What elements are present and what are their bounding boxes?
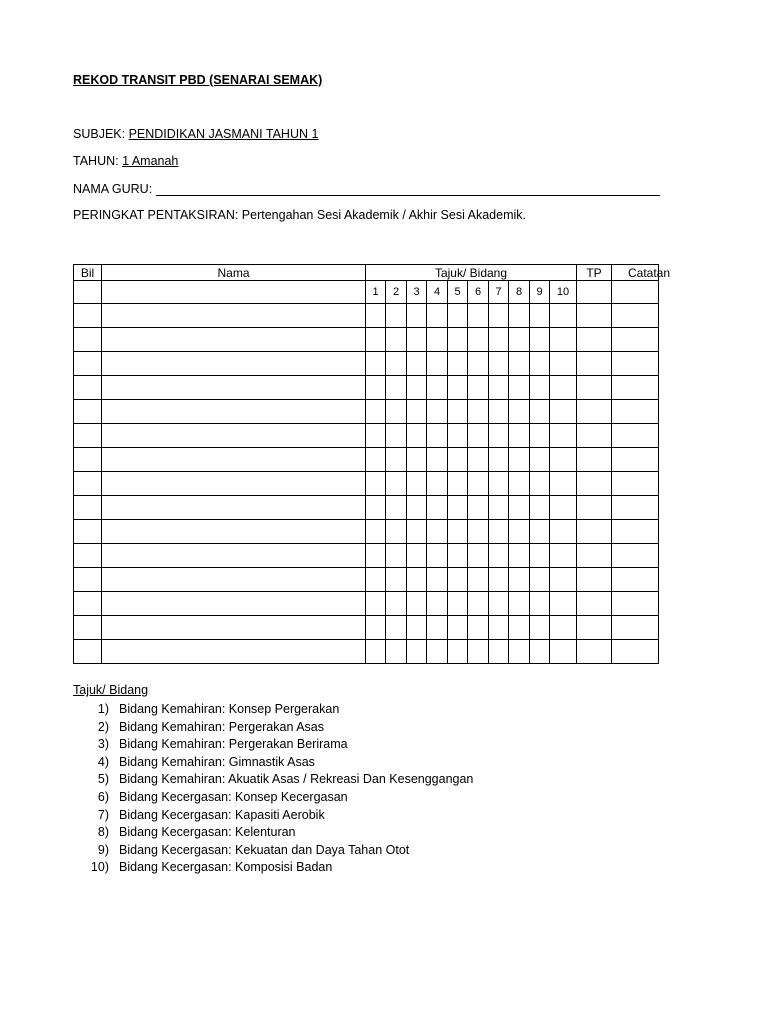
- legend-item: [73, 824, 473, 842]
- table-cell[interactable]: [489, 544, 509, 568]
- table-cell[interactable]: [102, 640, 366, 664]
- table-cell[interactable]: [366, 304, 386, 328]
- table-cell[interactable]: [612, 352, 659, 376]
- table-cell[interactable]: [448, 640, 468, 664]
- table-cell[interactable]: [102, 496, 366, 520]
- subheader-empty-cell: [74, 281, 102, 304]
- table-cell[interactable]: [366, 496, 386, 520]
- table-cell[interactable]: [489, 448, 509, 472]
- table-cell[interactable]: [407, 304, 427, 328]
- table-cell[interactable]: [612, 376, 659, 400]
- table-cell[interactable]: [427, 328, 448, 352]
- legend-item: [73, 842, 473, 860]
- table-cell[interactable]: [468, 472, 489, 496]
- table-cell[interactable]: [509, 520, 530, 544]
- table-cell[interactable]: [366, 520, 386, 544]
- table-cell[interactable]: [577, 640, 612, 664]
- table-row: [74, 424, 659, 448]
- table-cell[interactable]: [509, 376, 530, 400]
- table-cell[interactable]: [407, 352, 427, 376]
- table-cell[interactable]: [530, 424, 550, 448]
- table-cell[interactable]: [489, 352, 509, 376]
- table-cell[interactable]: [448, 424, 468, 448]
- subjek-line: [73, 127, 318, 141]
- header-tp: TP: [577, 265, 612, 281]
- table-cell[interactable]: [448, 568, 468, 592]
- table-cell[interactable]: [386, 616, 407, 640]
- table-cell[interactable]: [468, 352, 489, 376]
- table-cell[interactable]: [366, 424, 386, 448]
- table-cell[interactable]: [407, 520, 427, 544]
- table-cell[interactable]: [366, 568, 386, 592]
- table-subheader-row: [74, 281, 659, 304]
- legend-item: [73, 789, 473, 807]
- table-cell[interactable]: [386, 592, 407, 616]
- table-cell[interactable]: [102, 448, 366, 472]
- table-cell[interactable]: [427, 520, 448, 544]
- table-cell[interactable]: [612, 304, 659, 328]
- table-cell[interactable]: [427, 568, 448, 592]
- table-cell[interactable]: [366, 592, 386, 616]
- table-cell[interactable]: [550, 304, 577, 328]
- table-cell[interactable]: [448, 328, 468, 352]
- table-cell[interactable]: [577, 592, 612, 616]
- header-nama: Nama: [102, 265, 366, 281]
- subheader-col-7: 7: [489, 281, 509, 304]
- table-cell[interactable]: [489, 424, 509, 448]
- table-cell[interactable]: [468, 616, 489, 640]
- table-row: [74, 328, 659, 352]
- subheader-col-5: 5: [448, 281, 468, 304]
- table-cell[interactable]: [530, 328, 550, 352]
- table-row: [74, 376, 659, 400]
- table-cell[interactable]: [74, 640, 102, 664]
- table-cell[interactable]: [550, 568, 577, 592]
- table-cell[interactable]: [468, 640, 489, 664]
- legend-item-number: 7): [97, 807, 109, 822]
- table-cell[interactable]: [550, 400, 577, 424]
- table-cell[interactable]: [448, 544, 468, 568]
- table-cell[interactable]: [489, 592, 509, 616]
- table-cell[interactable]: [468, 376, 489, 400]
- table-cell[interactable]: [550, 352, 577, 376]
- nama-guru-line: [73, 181, 660, 196]
- legend-list: [73, 701, 473, 877]
- table-row: [74, 304, 659, 328]
- table-cell[interactable]: [407, 400, 427, 424]
- table-cell[interactable]: [509, 496, 530, 520]
- table-cell[interactable]: [489, 304, 509, 328]
- legend-item-text: Bidang Kemahiran: Pergerakan Berirama: [119, 737, 348, 752]
- legend-item: [73, 771, 473, 789]
- legend-item-text: Bidang Kecergasan: Komposisi Badan: [119, 860, 333, 875]
- table-cell[interactable]: [448, 448, 468, 472]
- table-cell[interactable]: [577, 616, 612, 640]
- table-cell[interactable]: [407, 544, 427, 568]
- table-cell[interactable]: [509, 472, 530, 496]
- table-cell[interactable]: [509, 616, 530, 640]
- table-cell[interactable]: [577, 424, 612, 448]
- legend-item-number: 2): [97, 719, 109, 734]
- table-cell[interactable]: [386, 544, 407, 568]
- table-cell[interactable]: [489, 496, 509, 520]
- table-cell[interactable]: [530, 544, 550, 568]
- peringkat-line: [73, 208, 526, 222]
- subheader-empty-cell: [102, 281, 366, 304]
- subheader-col-6: 6: [468, 281, 489, 304]
- table-cell[interactable]: [489, 568, 509, 592]
- subheader-col-4: 4: [427, 281, 448, 304]
- table-cell[interactable]: [74, 568, 102, 592]
- table-cell[interactable]: [102, 352, 366, 376]
- table-cell[interactable]: [102, 328, 366, 352]
- table-cell[interactable]: [468, 496, 489, 520]
- subjek-label: SUBJEK:: [73, 127, 129, 141]
- table-cell[interactable]: [407, 640, 427, 664]
- subheader-col-10: 10: [550, 281, 577, 304]
- table-cell[interactable]: [577, 520, 612, 544]
- table-cell[interactable]: [612, 400, 659, 424]
- table-cell[interactable]: [530, 520, 550, 544]
- table-row: [74, 352, 659, 376]
- table-cell[interactable]: [407, 328, 427, 352]
- legend-item: [73, 859, 473, 877]
- table-cell[interactable]: [489, 640, 509, 664]
- table-cell[interactable]: [612, 424, 659, 448]
- nama-guru-label: NAMA GURU:: [73, 182, 156, 196]
- legend-item-number: 3): [97, 737, 109, 752]
- table-cell[interactable]: [489, 472, 509, 496]
- table-cell[interactable]: [612, 568, 659, 592]
- table-cell[interactable]: [530, 376, 550, 400]
- table-cell[interactable]: [102, 400, 366, 424]
- table-cell[interactable]: [74, 616, 102, 640]
- table-cell[interactable]: [427, 400, 448, 424]
- subheader-col-3: 3: [407, 281, 427, 304]
- table-cell[interactable]: [468, 592, 489, 616]
- table-cell[interactable]: [550, 616, 577, 640]
- table-cell[interactable]: [102, 568, 366, 592]
- table-cell[interactable]: [407, 592, 427, 616]
- table-cell[interactable]: [530, 400, 550, 424]
- table-cell[interactable]: [386, 328, 407, 352]
- table-cell[interactable]: [577, 328, 612, 352]
- table-cell[interactable]: [468, 448, 489, 472]
- table-cell[interactable]: [102, 472, 366, 496]
- table-cell[interactable]: [489, 328, 509, 352]
- table-cell[interactable]: [366, 352, 386, 376]
- table-cell[interactable]: [509, 640, 530, 664]
- table-cell[interactable]: [448, 520, 468, 544]
- table-row: [74, 568, 659, 592]
- table-cell[interactable]: [550, 640, 577, 664]
- header-catatan: Catatan: [627, 265, 671, 280]
- legend-item-number: 5): [97, 772, 109, 787]
- subheader-empty-cell: [612, 281, 659, 304]
- table-cell[interactable]: [448, 376, 468, 400]
- table-cell[interactable]: [468, 520, 489, 544]
- table-cell[interactable]: [509, 400, 530, 424]
- table-cell[interactable]: [577, 544, 612, 568]
- table-cell[interactable]: [468, 328, 489, 352]
- table-cell[interactable]: [386, 568, 407, 592]
- table-cell[interactable]: [102, 520, 366, 544]
- table-cell[interactable]: [407, 424, 427, 448]
- legend-title: Tajuk/ Bidang: [73, 683, 149, 697]
- table-cell[interactable]: [407, 616, 427, 640]
- subjek-value: PENDIDIKAN JASMANI TAHUN 1: [128, 127, 319, 141]
- table-cell[interactable]: [102, 544, 366, 568]
- table-row: [74, 520, 659, 544]
- table-cell[interactable]: [468, 424, 489, 448]
- table-cell[interactable]: [550, 544, 577, 568]
- subheader-col-2: 2: [386, 281, 407, 304]
- table-cell[interactable]: [612, 328, 659, 352]
- table-cell[interactable]: [366, 448, 386, 472]
- table-cell[interactable]: [407, 568, 427, 592]
- table-row: [74, 592, 659, 616]
- legend-item-number: 1): [97, 702, 109, 716]
- table-cell[interactable]: [612, 616, 659, 640]
- table-cell[interactable]: [489, 400, 509, 424]
- table-row: [74, 496, 659, 520]
- legend-item-text: Bidang Kemahiran: Konsep Pergerakan: [119, 702, 340, 716]
- table-cell[interactable]: [550, 376, 577, 400]
- table-cell[interactable]: [366, 472, 386, 496]
- table-cell[interactable]: [489, 376, 509, 400]
- table-cell[interactable]: [386, 424, 407, 448]
- table-cell[interactable]: [74, 424, 102, 448]
- subheader-empty-cell: [577, 281, 612, 304]
- table-cell[interactable]: [427, 304, 448, 328]
- table-header-row: [74, 265, 659, 281]
- table-cell[interactable]: [74, 448, 102, 472]
- table-cell[interactable]: [386, 400, 407, 424]
- legend-item-number: 8): [97, 825, 109, 840]
- table-cell[interactable]: [468, 304, 489, 328]
- table-cell[interactable]: [577, 400, 612, 424]
- table-cell[interactable]: [577, 352, 612, 376]
- legend-item: [73, 807, 473, 825]
- table-cell[interactable]: [530, 616, 550, 640]
- table-cell[interactable]: [366, 328, 386, 352]
- table-cell[interactable]: [102, 376, 366, 400]
- table-cell[interactable]: [489, 616, 509, 640]
- table-cell[interactable]: [366, 616, 386, 640]
- table-cell[interactable]: [577, 448, 612, 472]
- nama-guru-blank: [156, 181, 660, 196]
- header-catatan-cell: [612, 265, 671, 281]
- table-cell[interactable]: [74, 328, 102, 352]
- subheader-col-1: 1: [366, 281, 386, 304]
- table-cell[interactable]: [468, 400, 489, 424]
- table-cell[interactable]: [427, 448, 448, 472]
- table-cell[interactable]: [102, 592, 366, 616]
- table-cell[interactable]: [530, 304, 550, 328]
- table-cell[interactable]: [386, 376, 407, 400]
- table-row: [74, 544, 659, 568]
- table-cell[interactable]: [386, 448, 407, 472]
- legend-item-text: Bidang Kecergasan: Kapasiti Aerobik: [119, 807, 325, 822]
- table-cell[interactable]: [427, 496, 448, 520]
- table-cell[interactable]: [427, 616, 448, 640]
- table-row: [74, 400, 659, 424]
- table-cell[interactable]: [530, 640, 550, 664]
- table-cell[interactable]: [509, 544, 530, 568]
- peringkat-value: Pertengahan Sesi Akademik / Akhir Sesi Akademik.: [238, 208, 526, 222]
- table-cell[interactable]: [530, 568, 550, 592]
- header-bil: Bil: [74, 265, 102, 281]
- table-cell[interactable]: [550, 472, 577, 496]
- table-cell[interactable]: [74, 376, 102, 400]
- legend-item: [73, 754, 473, 772]
- table-cell[interactable]: [386, 640, 407, 664]
- table-cell[interactable]: [612, 448, 659, 472]
- table-cell[interactable]: [509, 448, 530, 472]
- table-cell[interactable]: [407, 448, 427, 472]
- table-cell[interactable]: [448, 472, 468, 496]
- legend-item-number: 10): [90, 860, 109, 875]
- table-cell[interactable]: [366, 376, 386, 400]
- table-cell[interactable]: [448, 400, 468, 424]
- table-row: [74, 472, 659, 496]
- table-cell[interactable]: [74, 592, 102, 616]
- legend-item-text: Bidang Kemahiran: Gimnastik Asas: [119, 754, 315, 769]
- legend-item-text: Bidang Kemahiran: Akuatik Asas / Rekreasi Dan Kesenggangan: [119, 772, 474, 787]
- table-cell[interactable]: [612, 592, 659, 616]
- table-cell[interactable]: [407, 496, 427, 520]
- subheader-col-8: 8: [509, 281, 530, 304]
- table-cell[interactable]: [509, 328, 530, 352]
- table-cell[interactable]: [577, 472, 612, 496]
- table-cell[interactable]: [427, 424, 448, 448]
- table-cell[interactable]: [386, 352, 407, 376]
- table-cell[interactable]: [407, 472, 427, 496]
- table-row: [74, 640, 659, 664]
- table-cell[interactable]: [530, 448, 550, 472]
- document-title: REKOD TRANSIT PBD (SENARAI SEMAK): [73, 73, 323, 87]
- record-table: [73, 264, 671, 664]
- table-cell[interactable]: [612, 472, 659, 496]
- legend-item: [73, 736, 473, 754]
- table-cell[interactable]: [427, 376, 448, 400]
- table-cell[interactable]: [577, 376, 612, 400]
- legend-item: [73, 719, 473, 737]
- table-cell[interactable]: [612, 640, 659, 664]
- table-cell[interactable]: [407, 376, 427, 400]
- table-cell[interactable]: [530, 592, 550, 616]
- table-cell[interactable]: [74, 520, 102, 544]
- table-cell[interactable]: [427, 544, 448, 568]
- table-cell[interactable]: [550, 496, 577, 520]
- legend-item-text: Bidang Kemahiran: Pergerakan Asas: [119, 719, 324, 734]
- table-cell[interactable]: [366, 544, 386, 568]
- table-cell[interactable]: [550, 520, 577, 544]
- header-tajuk-bidang: Tajuk/ Bidang: [366, 265, 577, 281]
- legend-item-text: Bidang Kecergasan: Kelenturan: [119, 825, 296, 840]
- table-cell[interactable]: [577, 568, 612, 592]
- table-cell[interactable]: [427, 640, 448, 664]
- table-cell[interactable]: [74, 496, 102, 520]
- table-cell[interactable]: [427, 592, 448, 616]
- tahun-value: 1 Amanah: [122, 154, 179, 168]
- table-cell[interactable]: [577, 496, 612, 520]
- subheader-col-9: 9: [530, 281, 550, 304]
- table-cell[interactable]: [74, 400, 102, 424]
- table-row: [74, 448, 659, 472]
- table-cell[interactable]: [427, 472, 448, 496]
- table-cell[interactable]: [102, 304, 366, 328]
- table-cell[interactable]: [550, 328, 577, 352]
- table-row: [74, 616, 659, 640]
- table-cell[interactable]: [102, 424, 366, 448]
- legend-item-text: Bidang Kecergasan: Kekuatan dan Daya Tahan Otot: [119, 842, 410, 857]
- table-cell[interactable]: [386, 472, 407, 496]
- table-cell[interactable]: [74, 352, 102, 376]
- table-cell[interactable]: [550, 592, 577, 616]
- table-cell[interactable]: [530, 472, 550, 496]
- tahun-label: TAHUN:: [73, 154, 123, 168]
- legend-item: [73, 701, 473, 719]
- tahun-line: [73, 154, 178, 168]
- table-cell[interactable]: [386, 520, 407, 544]
- table-cell[interactable]: [550, 424, 577, 448]
- table-cell[interactable]: [489, 520, 509, 544]
- table-cell[interactable]: [386, 304, 407, 328]
- table-cell[interactable]: [612, 496, 659, 520]
- table-cell[interactable]: [386, 496, 407, 520]
- legend-item-number: 9): [97, 842, 109, 857]
- table-cell[interactable]: [509, 304, 530, 328]
- table-cell[interactable]: [612, 520, 659, 544]
- table-cell[interactable]: [74, 304, 102, 328]
- table-cell[interactable]: [448, 304, 468, 328]
- legend-item-number: 4): [97, 754, 109, 769]
- table-cell[interactable]: [577, 304, 612, 328]
- table-cell[interactable]: [74, 472, 102, 496]
- table-cell[interactable]: [448, 352, 468, 376]
- table-cell[interactable]: [448, 616, 468, 640]
- table-cell[interactable]: [468, 544, 489, 568]
- table-cell[interactable]: [448, 496, 468, 520]
- table-cell[interactable]: [468, 568, 489, 592]
- legend-item-text: Bidang Kecergasan: Konsep Kecergasan: [119, 789, 348, 804]
- table-cell[interactable]: [427, 352, 448, 376]
- table-cell[interactable]: [509, 568, 530, 592]
- table-cell[interactable]: [448, 592, 468, 616]
- table-cell[interactable]: [366, 400, 386, 424]
- table-cell[interactable]: [530, 496, 550, 520]
- peringkat-label: PERINGKAT PENTAKSIRAN:: [73, 208, 239, 222]
- table-cell[interactable]: [509, 352, 530, 376]
- table-cell[interactable]: [102, 616, 366, 640]
- table-cell[interactable]: [509, 592, 530, 616]
- table-cell[interactable]: [74, 544, 102, 568]
- legend-item-number: 6): [97, 789, 109, 804]
- table-cell[interactable]: [550, 448, 577, 472]
- table-cell[interactable]: [612, 544, 659, 568]
- table-cell[interactable]: [366, 640, 386, 664]
- table-cell[interactable]: [530, 352, 550, 376]
- table-cell[interactable]: [509, 424, 530, 448]
